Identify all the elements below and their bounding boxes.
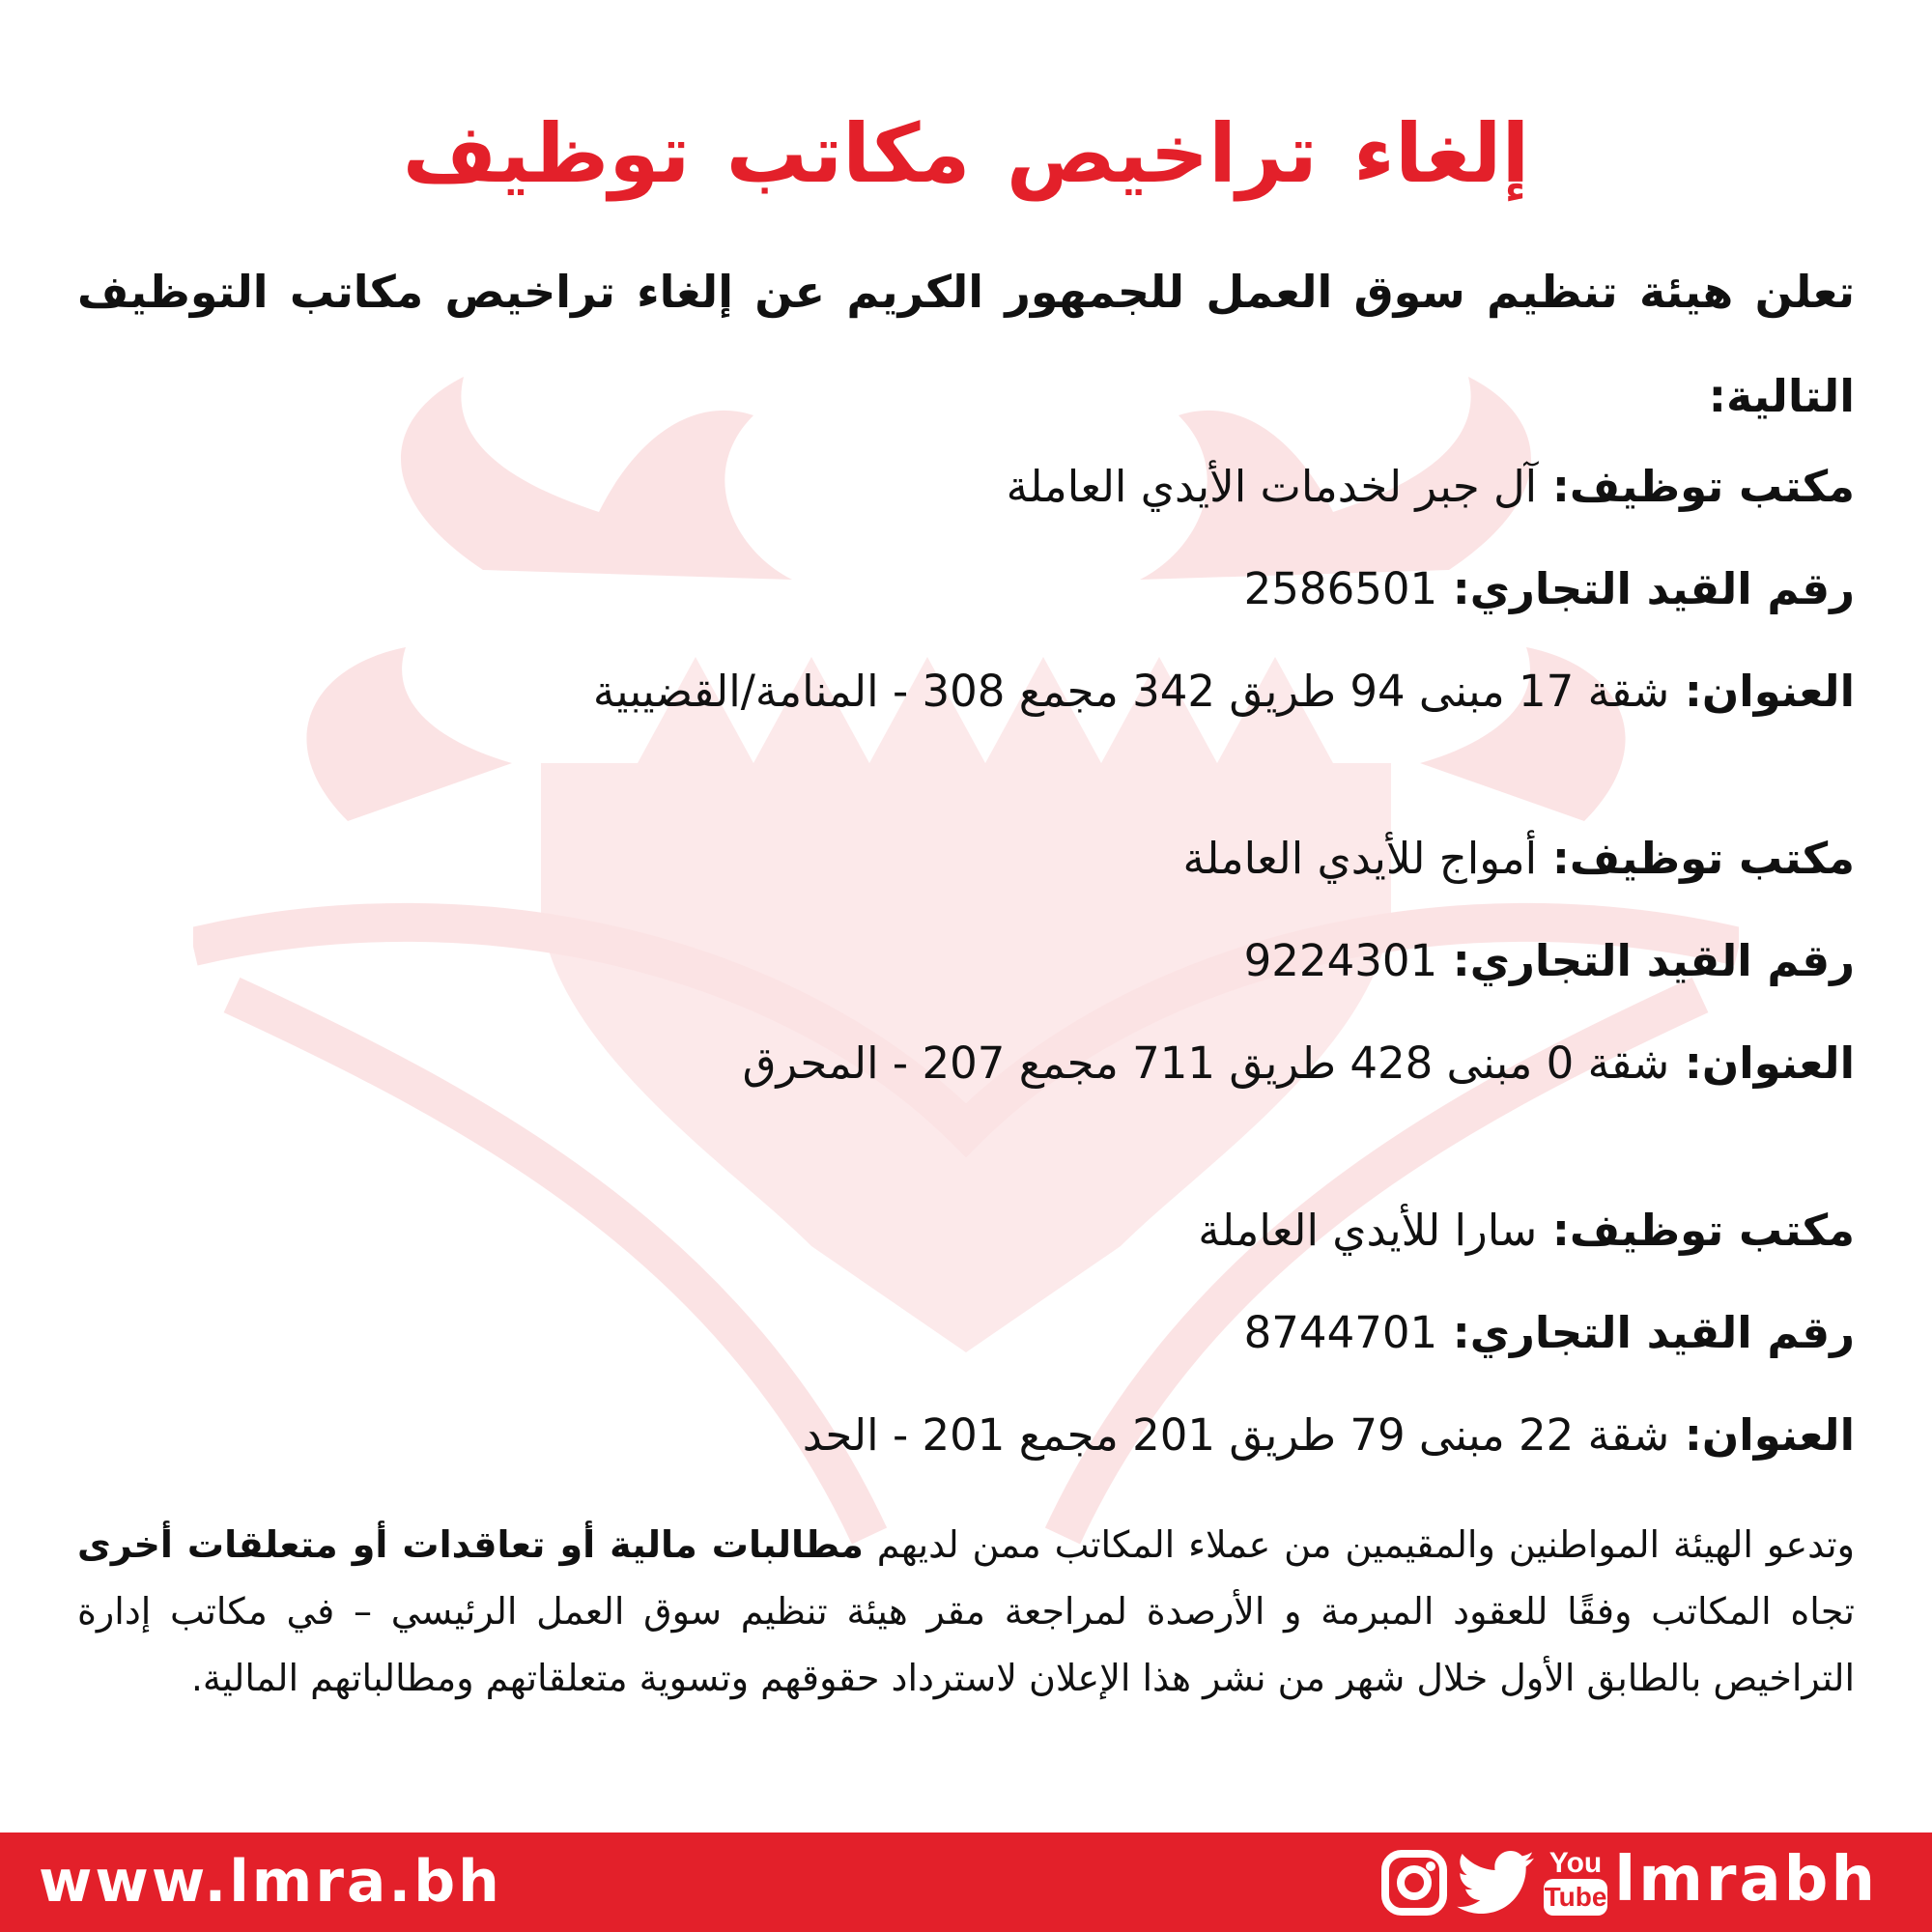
address-line [77,1012,1855,1115]
cr-label: رقم القيد التجاري [1469,935,1855,986]
cr-label: رقم القيد التجاري [1469,563,1855,614]
closing-text-2: تجاه المكاتب وفقًا للعقود المبرمة و الأرصدة لمراجعة مقر هيئة تنظيم سوق العمل الرئيسي – في مكاتب إدارة التراخيص بالطابق الأول خلال شهر من نشر هذا الإعلان لاسترداد حقوقهم وتسوية متعلقاتهم ومطالباتهم المالية. [77,1590,1855,1699]
office-entry [77,436,1855,743]
colon: : [1537,1205,1570,1256]
intro-text: تعلن هيئة تنظيم سوق العمل للجمهور الكريم عن إلغاء تراخيص مكاتب التوظيف التالية: [77,266,1855,422]
address-label: العنوان [1701,1037,1855,1089]
cr-line [77,538,1855,640]
instagram-icon[interactable] [1379,1848,1449,1918]
office-name: سارا للأيدي العاملة [1198,1205,1538,1256]
office-name-line [77,808,1855,910]
office-label: مكتب توظيف [1569,1205,1855,1256]
colon: : [1669,1409,1702,1461]
office-entry [77,1179,1855,1487]
address-value: شقة 0 مبنى 428 طريق 711 مجمع 207 - المحرق [742,1037,1670,1089]
office-label: مكتب توظيف [1569,461,1855,512]
youtube-word-tube: Tube [1544,1879,1607,1916]
cr-label: رقم القيد التجاري [1469,1307,1855,1358]
colon: : [1437,1307,1470,1358]
youtube-word-you: You [1548,1847,1603,1879]
closing-text-1: وتدعو الهيئة المواطنين والمقيمين من عملاء المكاتب ممن لديهم [863,1523,1856,1566]
office-label: مكتب توظيف [1569,833,1855,884]
twitter-icon[interactable] [1457,1848,1534,1918]
address-value: شقة 17 مبنى 94 طريق 342 مجمع 308 - المنامة/القضيبية [592,666,1670,717]
cr-number: 9224301 [1243,935,1438,986]
website-link[interactable]: www.lmra.bh [39,1848,502,1916]
address-line [77,1384,1855,1487]
colon: : [1537,833,1570,884]
address-value: شقة 22 مبنى 79 طريق 201 مجمع 201 - الحد [802,1409,1670,1461]
cr-number: 8744701 [1243,1307,1438,1358]
page-title: إلغاء تراخيص مكاتب توظيف [402,106,1530,201]
office-name: آل جبر لخدمات الأيدي العاملة [1006,461,1538,512]
address-label: العنوان [1701,1409,1855,1461]
closing-paragraph [77,1512,1855,1712]
colon: : [1669,666,1702,717]
office-name-line [77,436,1855,538]
closing-bold-text: مطالبات مالية أو تعاقدات أو متعلقات أخرى [77,1523,864,1566]
footer-bar [0,1833,1932,1932]
youtube-icon[interactable] [1542,1848,1609,1921]
cr-line [77,910,1855,1012]
cr-number: 2586501 [1243,563,1438,614]
office-entry [77,808,1855,1115]
office-name-line [77,1179,1855,1282]
social-handle[interactable]: lmrabh [1614,1844,1878,1916]
colon: : [1669,1037,1702,1089]
address-line [77,640,1855,743]
colon: : [1537,461,1570,512]
cr-line [77,1282,1855,1384]
colon: : [1437,563,1470,614]
address-label: العنوان [1701,666,1855,717]
office-name: أمواج للأيدي العاملة [1182,833,1538,884]
colon: : [1437,935,1470,986]
